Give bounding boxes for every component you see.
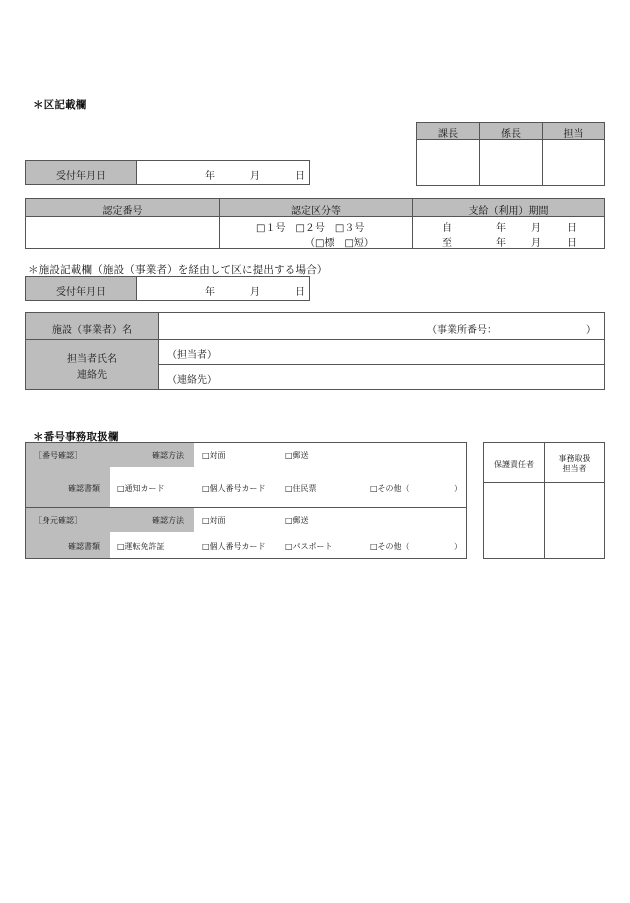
identity-other-checkbox[interactable]: □その他（ [370, 542, 410, 551]
handler-stamp-cell[interactable] [545, 483, 604, 558]
cert-class-header: 認定区分等 [291, 206, 341, 217]
person-placeholder: （担当者） [167, 350, 217, 361]
month-label: 月 [250, 287, 260, 298]
identity-face-checkbox[interactable]: □対面 [202, 516, 226, 525]
number-other-checkbox[interactable]: □その他（ [370, 484, 410, 493]
facility-receipt-label: 受付年月日 [56, 287, 106, 298]
number-face-checkbox[interactable]: □対面 [202, 451, 226, 460]
notification-card-checkbox[interactable]: □通知カード [117, 484, 165, 493]
number-check-label: ［番号確認］ [34, 451, 82, 460]
protection-officer-label: 保護責任者 [494, 460, 534, 469]
period-from-label: 自 [442, 223, 452, 234]
number-mynumber-card-checkbox[interactable]: □個人番号カード [202, 484, 266, 493]
kacho-stamp-cell[interactable] [417, 140, 479, 185]
facility-receipt-date-field[interactable] [137, 277, 309, 300]
facility-name-label: 施設（事業者）名 [52, 325, 132, 336]
year-label: 年 [205, 171, 215, 182]
to-month-label: 月 [531, 238, 541, 249]
contact-field[interactable] [159, 365, 604, 389]
year-label: 年 [205, 287, 215, 298]
close-paren: ） [454, 484, 462, 493]
from-day-label: 日 [567, 223, 577, 234]
protection-officer-stamp-cell[interactable] [484, 483, 544, 558]
identity-mail-checkbox[interactable]: □郵送 [285, 516, 309, 525]
person-name-label: 担当者氏名 [67, 354, 117, 365]
facility-section-title: ＊施設記載欄（施設（事業者）を経由して区に提出する場合） [28, 264, 328, 276]
ward-receipt-label: 受付年月日 [56, 171, 106, 182]
tanto-label: 担当 [563, 129, 584, 140]
drivers-license-checkbox[interactable]: □運転免許証 [117, 542, 165, 551]
mynumber-section-title: ＊番号事務取扱欄 [33, 431, 119, 443]
ward-receipt-date-row [25, 160, 310, 185]
approval-stamp-box [416, 122, 605, 186]
facility-name-field[interactable] [159, 313, 604, 339]
kacho-label: 課長 [438, 129, 458, 140]
facility-table [25, 312, 605, 390]
certification-table [25, 198, 605, 249]
identity-mynumber-card-checkbox[interactable]: □個人番号カード [202, 542, 266, 551]
passport-checkbox[interactable]: □パスポート [285, 542, 333, 551]
cert-number-field[interactable] [26, 217, 219, 248]
cert-class-options[interactable]: □１号 □２号 □３号 [256, 223, 365, 234]
handler-label-2: 担当者 [562, 464, 587, 473]
contact-placeholder: （連絡先） [167, 375, 217, 386]
facility-receipt-date-row [25, 276, 310, 301]
identity-check-label: ［身元確認］ [34, 516, 82, 525]
to-year-label: 年 [496, 238, 506, 249]
from-year-label: 年 [496, 223, 506, 234]
std-short-options[interactable]: （□標 □短） [305, 238, 374, 249]
tanto-stamp-cell[interactable] [543, 140, 604, 185]
kakaricho-stamp-cell[interactable] [480, 140, 542, 185]
day-label: 日 [295, 287, 305, 298]
responsible-persons-box [483, 442, 605, 559]
person-name-field[interactable] [159, 340, 604, 364]
from-month-label: 月 [531, 223, 541, 234]
cert-number-header: 認定番号 [102, 206, 143, 217]
contact-label: 連絡先 [77, 370, 107, 381]
number-mail-checkbox[interactable]: □郵送 [285, 451, 309, 460]
period-to-label: 至 [442, 238, 452, 249]
ward-section-title: ＊区記載欄 [33, 99, 87, 111]
period-header: 支給（利用）期間 [468, 206, 549, 217]
number-doc-label: 確認書類 [68, 484, 100, 493]
mynumber-table [25, 442, 467, 559]
resident-record-checkbox[interactable]: □住民票 [285, 484, 317, 493]
kakaricho-label: 係長 [501, 129, 521, 140]
office-number-label: （事業所番号： [427, 325, 497, 336]
identity-method-label: 確認方法 [152, 516, 184, 525]
close-paren: ） [586, 325, 596, 336]
handler-label-1: 事務取扱 [558, 454, 591, 463]
close-paren: ） [454, 542, 462, 551]
ward-receipt-date-field[interactable] [137, 161, 309, 184]
to-day-label: 日 [567, 238, 577, 249]
day-label: 日 [295, 171, 305, 182]
number-method-label: 確認方法 [152, 451, 184, 460]
identity-doc-label: 確認書類 [68, 542, 100, 551]
month-label: 月 [250, 171, 260, 182]
